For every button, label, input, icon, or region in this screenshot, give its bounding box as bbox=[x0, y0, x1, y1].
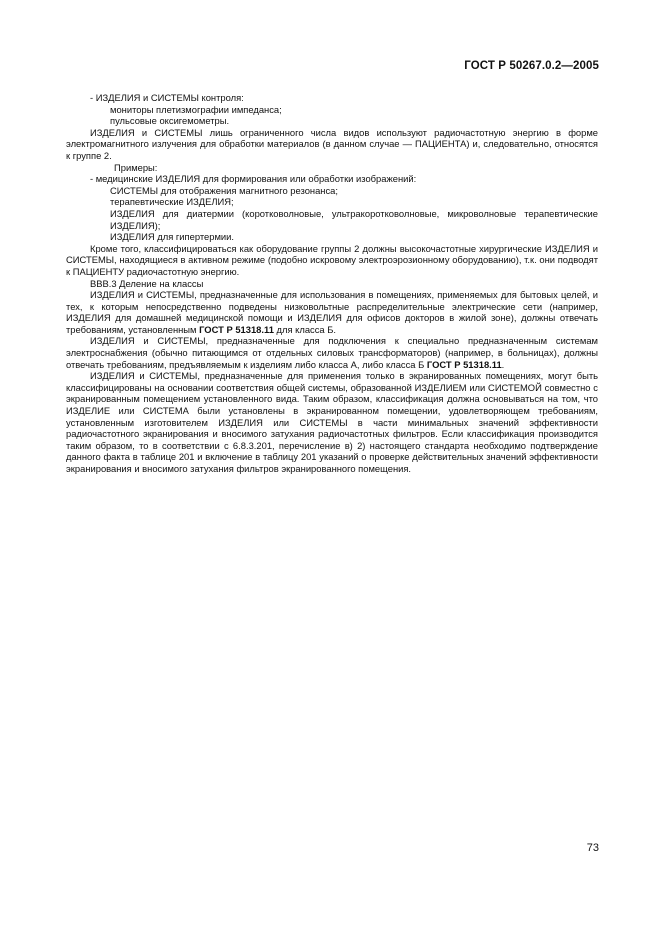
section-heading: ВВВ.3 Деление на классы bbox=[90, 277, 204, 289]
list-intro-monitoring: - ИЗДЕЛИЯ и СИСТЕМЫ контроля: bbox=[90, 92, 244, 103]
page-number: 73 bbox=[586, 842, 599, 854]
standard-reference: ГОСТ Р 51318.11 bbox=[426, 358, 502, 370]
list-item: пульсовые оксигемометры. bbox=[110, 115, 230, 127]
paragraph-shielded-rooms: ИЗДЕЛИЯ и СИСТЕМЫ, предназначенные для применения только в экранированных помещениях, могут быть классифицированы на основании соответствия общей системы, образованной ИЗДЕЛИЕМ или СИСТЕМОЙ совместно с экранированным помещением установленного вида. Таким образом, классификация должна основываться на том, что ИЗДЕЛИЕ или СИСТЕМА были установлены в экранированном помещении, удовлетворяющем требованиям, установленным изготовителем ИЗДЕЛИЯ или СИСТЕМЫ в части минимальных значений эффективности радиочастотного экранирования и вносимого затухания радиочастотных фильтров. Если классификация производится таким образом, то в соответствии с 6.8.3.201, перечисление в) 2) настоящего стандарта необходимо подтверждение данного факта в таблице 201 и включение в таблицу 201 указаний о проверке действительных значений эффективности экранирования и вносимого затухания фильтров экранированного помещения. bbox=[66, 370, 598, 474]
paragraph-group2: ИЗДЕЛИЯ и СИСТЕМЫ лишь ограниченного числа видов используют радиочастотную энергию в форме электромагнитного излучения для обработки материалов (в данном случае — ПАЦИЕНТА) и, следовательно, относятся к группе 2. bbox=[66, 126, 598, 161]
paragraph-surgical: Кроме того, классифицироваться как оборудование группы 2 должны высокочастотные хирургические ИЗДЕЛИЯ и СИСТЕМЫ, находящиеся в активном режиме (подобно искровому электроэрозионному оборудованию), т.к. они подводят к ПАЦИЕНТУ радиочастотную энергию. bbox=[66, 242, 598, 277]
paragraph-text: для класса Б. bbox=[276, 323, 336, 335]
list-item: ИЗДЕЛИЯ для диатермии (коротковолновые, ультракоротковолновые, микроволновые терапевтические ИЗДЕЛИЯ); bbox=[110, 207, 598, 231]
list-item: ИЗДЕЛИЯ для гипертермии. bbox=[110, 231, 234, 243]
list-item: терапевтические ИЗДЕЛИЯ; bbox=[110, 196, 234, 208]
list-item: мониторы плетизмографии импеданса; bbox=[110, 103, 282, 115]
examples-label: Примеры: bbox=[114, 161, 158, 173]
paragraph-text: . bbox=[501, 358, 505, 370]
list-intro-imaging: - медицинские ИЗДЕЛИЯ для формирования или обработки изображений: bbox=[90, 173, 417, 185]
paragraph-text: ИЗДЕЛИЯ и СИСТЕМЫ, предназначенные для использования в помещениях, применяемых для бытовых целей, и тех, к которым непосредственно подведены низковольтные распределительные электрические сети (например, ИЗДЕЛИЯ для домашней медицинской помощи и ИЗДЕЛИЯ для офисов докторов в жилой зоне), должны отвечать требованиям, установленным bbox=[66, 289, 598, 335]
standard-reference: ГОСТ Р 51318.11 bbox=[199, 323, 274, 335]
paragraph-text: ИЗДЕЛИЯ и СИСТЕМЫ, предназначенные для подключения к специально предназначенным системам электроснабжения (обычно питающимся от отдельных силовых трансформаторов) (например, в больницах), должны отвечать требованиям, предъявляемым к изделиям либо класса А, либо класса Б bbox=[66, 335, 598, 370]
document-header-standard: ГОСТ Р 50267.0.2—2005 bbox=[464, 60, 599, 72]
paragraph-class-b bbox=[66, 289, 598, 335]
document-body bbox=[66, 92, 598, 475]
list-item: СИСТЕМЫ для отображения магнитного резонанса; bbox=[110, 184, 338, 196]
paragraph-class-ab bbox=[66, 335, 598, 370]
